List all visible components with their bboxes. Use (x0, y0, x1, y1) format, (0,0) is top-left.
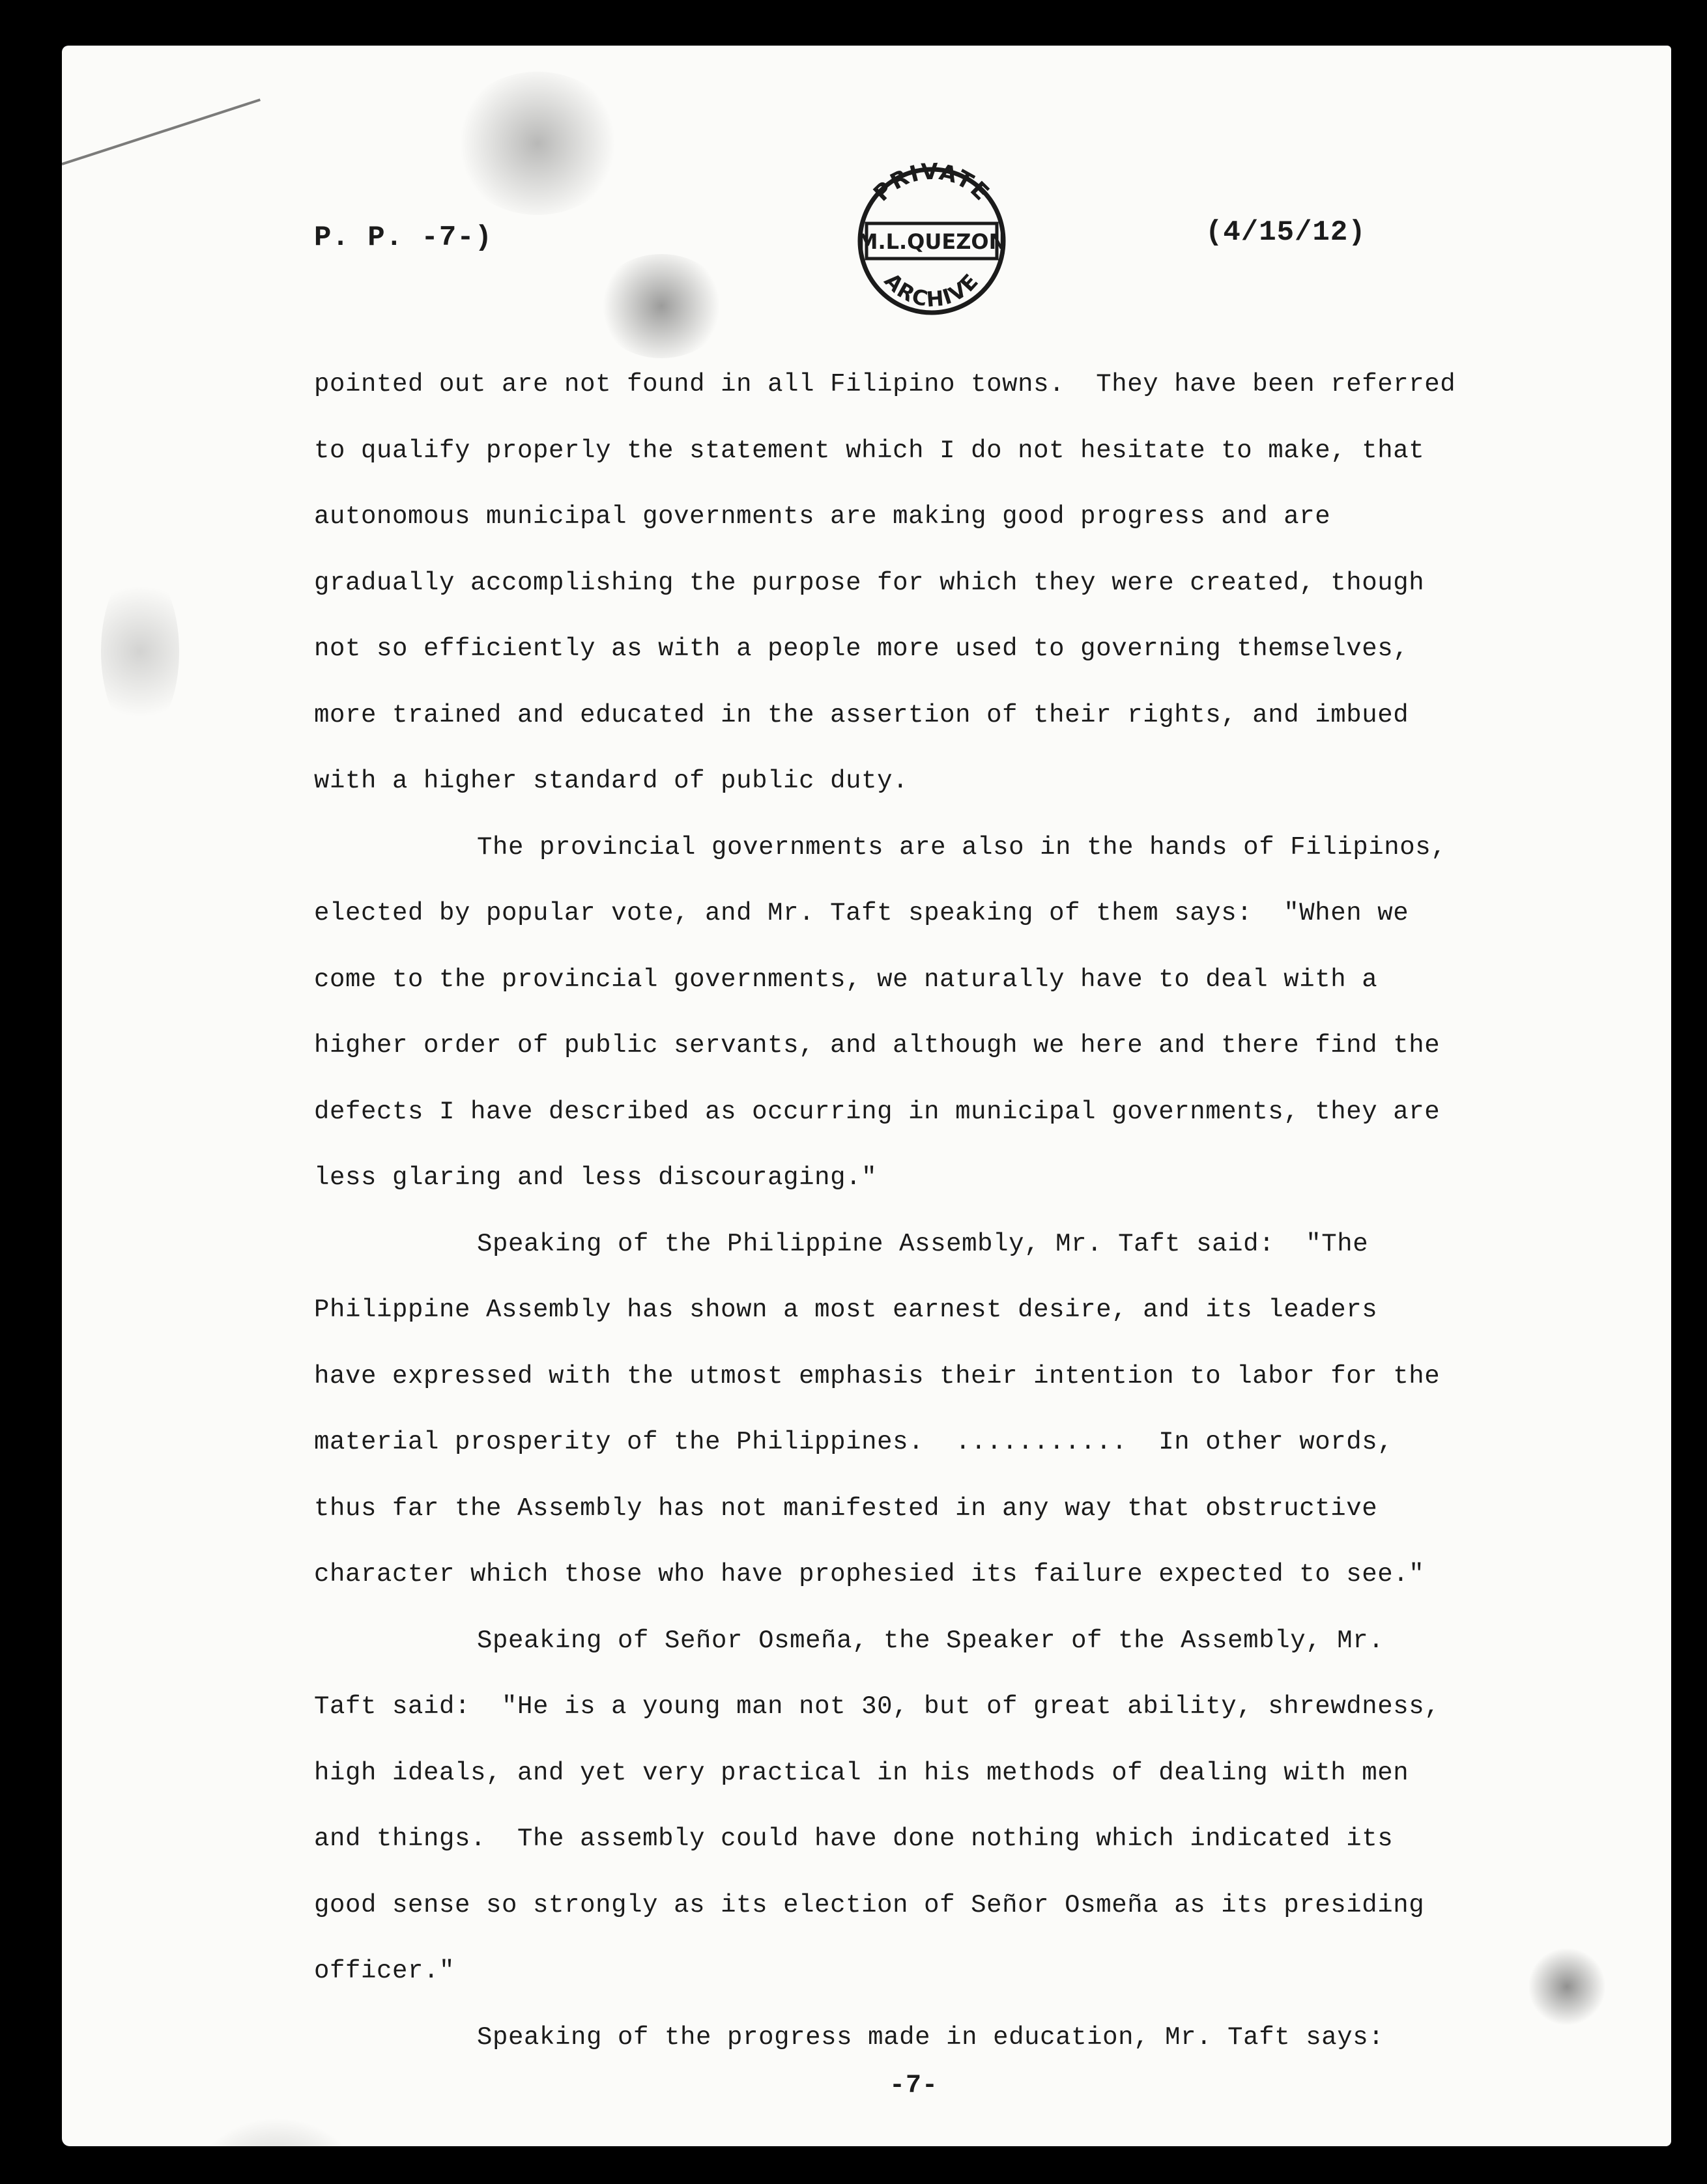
body-line: thus far the Assembly has not manifested in any way that obstructive (314, 1494, 1378, 1523)
body-line: less glaring and less discouraging." (314, 1163, 878, 1192)
body-line: material prosperity of the Philippines. ........... In other words, (314, 1428, 1394, 1456)
body-line: come to the provincial governments, we naturally have to deal with a (314, 965, 1378, 994)
body-line: higher order of public servants, and although we here and there find the (314, 1031, 1441, 1060)
page-date: (4/15/12) (1205, 216, 1366, 249)
ink-smudge (101, 567, 179, 736)
stamp-middle-text: M.L.QUEZON (857, 229, 1007, 254)
document-body (314, 352, 1591, 2071)
body-line: officer." (314, 1957, 455, 1985)
body-line: pointed out are not found in all Filipino towns. They have been referred (314, 370, 1456, 399)
private-archive-stamp (850, 160, 1013, 322)
body-line: not so efficiently as with a people more used to governing themselves, (314, 634, 1409, 663)
stamp-bottom-text: ARCHIVE (879, 268, 984, 312)
body-line: to qualify properly the statement which I do not hesitate to make, that (314, 436, 1425, 465)
body-line: defects I have described as occurring in municipal governments, they are (314, 1097, 1441, 1126)
corner-fold-line (62, 98, 261, 165)
body-line: high ideals, and yet very practical in his methods of dealing with men (314, 1758, 1409, 1787)
page-number: -7- (889, 2071, 939, 2101)
body-line: autonomous municipal governments are making good progress and are (314, 502, 1331, 531)
body-line: Speaking of the progress made in education, Mr. Taft says: (477, 2022, 1384, 2052)
stamp-top-text: PRIVATE (868, 160, 996, 207)
ink-smudge (179, 2117, 375, 2146)
body-line: elected by popular vote, and Mr. Taft speaking of them says: "When we (314, 899, 1409, 928)
document-page (62, 46, 1671, 2146)
body-line: more trained and educated in the assertion of their rights, and imbued (314, 700, 1409, 730)
body-line: gradually accomplishing the purpose for which they were created, though (314, 568, 1425, 597)
body-line: The provincial governments are also in the hands of Filipinos, (477, 832, 1447, 862)
body-line: with a higher standard of public duty. (314, 767, 909, 795)
body-line: have expressed with the utmost emphasis their intention to labor for the (314, 1361, 1441, 1391)
ink-smudge (453, 72, 622, 215)
body-line: good sense so strongly as its election of Señor Osmeña as its presiding (314, 1890, 1425, 1920)
body-line: Speaking of Señor Osmeña, the Speaker of the Assembly, Mr. (477, 1626, 1384, 1655)
page-reference: P. P. -7-) (314, 221, 493, 254)
body-line: and things. The assembly could have done nothing which indicated its (314, 1824, 1394, 1853)
body-line: Philippine Assembly has shown a most earnest desire, and its leaders (314, 1296, 1378, 1324)
svg-text:ARCHIVE (880, 268, 984, 312)
ink-smudge (596, 254, 726, 358)
body-line: Taft said: "He is a young man not 30, but of great ability, shrewdness, (314, 1692, 1441, 1721)
body-line: character which those who have prophesied its failure expected to see." (314, 1560, 1425, 1589)
body-line: Speaking of the Philippine Assembly, Mr. Taft said: "The (477, 1229, 1369, 1258)
